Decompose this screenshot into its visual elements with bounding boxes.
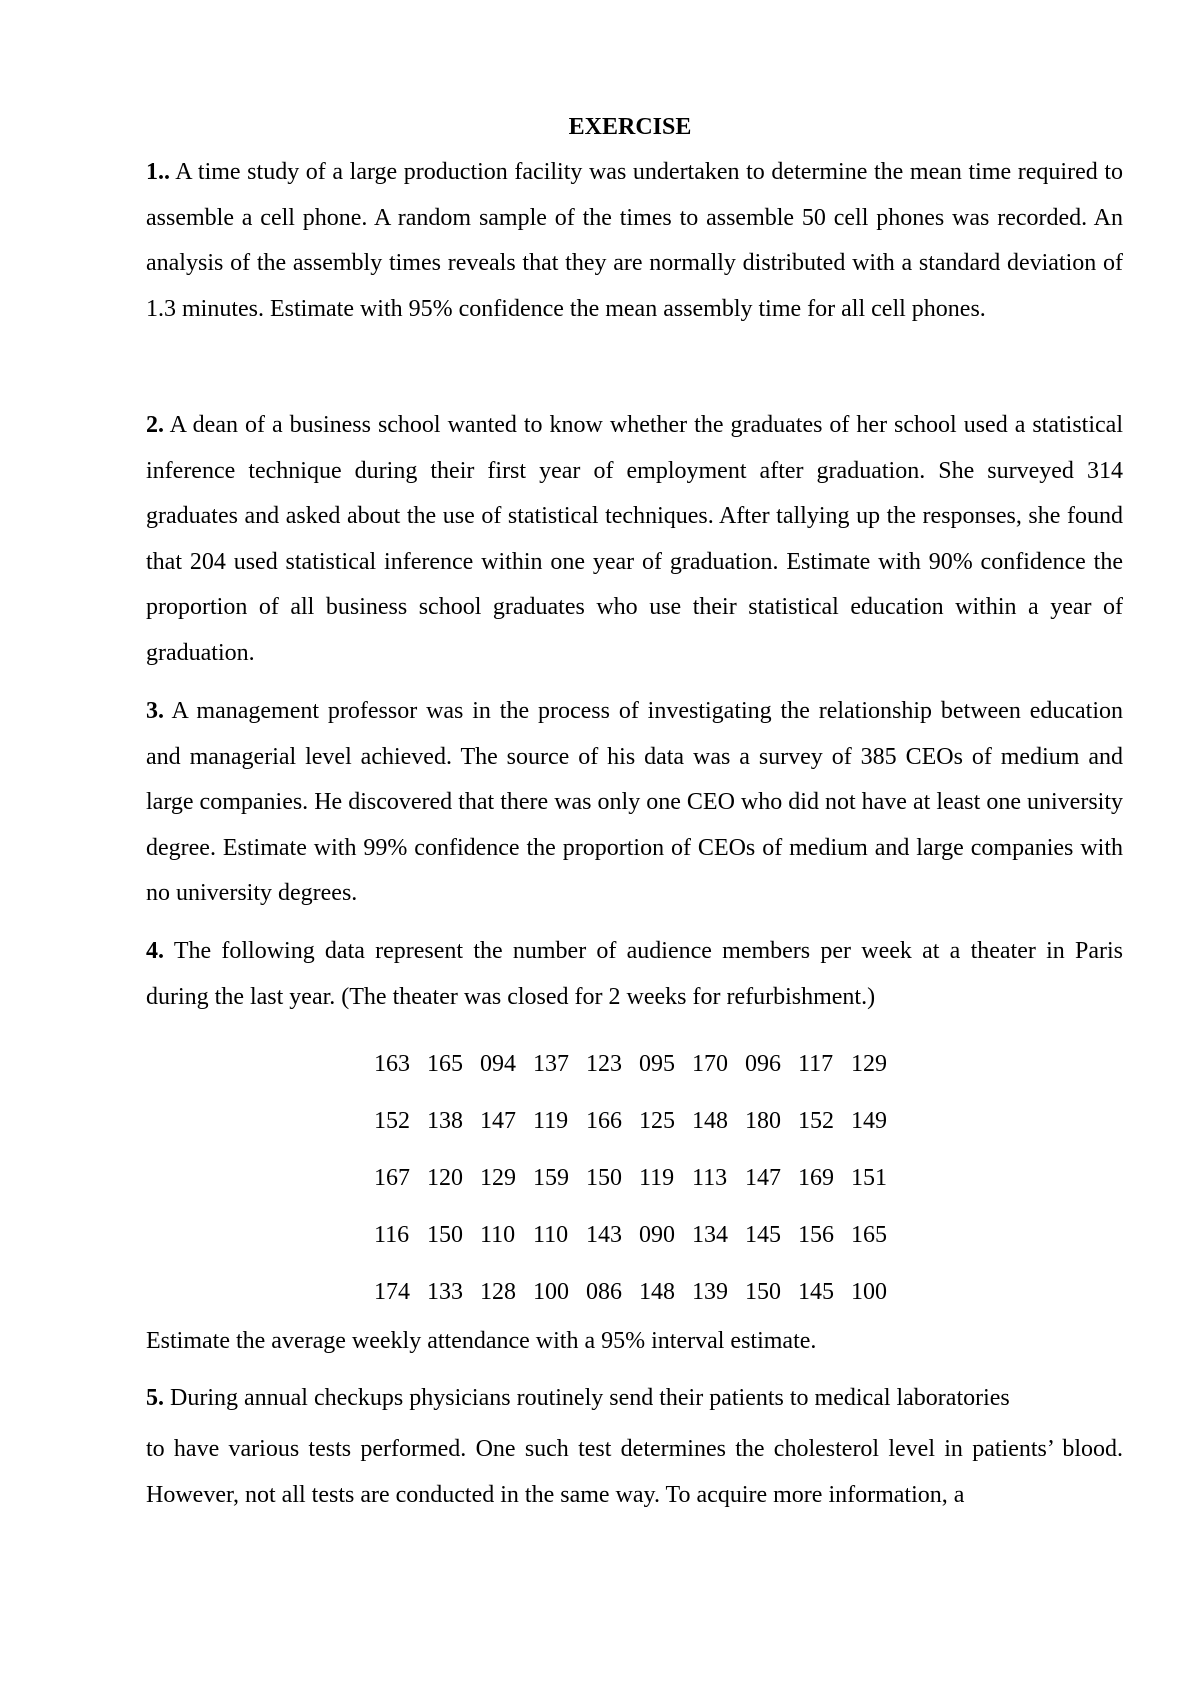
table-cell: 133	[427, 1278, 463, 1305]
table-cell: 100	[851, 1278, 887, 1305]
table-cell: 113	[692, 1164, 728, 1191]
table-cell: 148	[692, 1107, 728, 1134]
table-cell: 117	[798, 1050, 834, 1077]
problem-number: 3.	[146, 698, 164, 724]
attendance-data-table	[374, 1035, 891, 1320]
table-cell: 145	[745, 1221, 781, 1248]
table-cell: 139	[692, 1278, 728, 1305]
table-cell: 149	[851, 1107, 887, 1134]
problem-text: A time study of a large production facility was undertaken to determine the mean time required to assemble a cell phone. A random sample of the times to assemble 50 cell phones was recorded. An analysis of the assembly times reveals that they are normally distributed with a standard deviation of 1.3 minutes. Estimate with 95% confidence the mean assembly time for all cell phones.	[146, 159, 1123, 322]
table-cell: 110	[533, 1221, 569, 1248]
table-cell: 145	[798, 1278, 834, 1305]
table-cell: 094	[480, 1050, 516, 1077]
table-cell: 180	[745, 1107, 781, 1134]
table-cell: 166	[586, 1107, 622, 1134]
table-row	[374, 1092, 891, 1149]
table-cell: 143	[586, 1221, 622, 1248]
table-cell: 129	[851, 1050, 887, 1077]
problem-text: A management professor was in the process of investigating the relationship between education and managerial level achieved. The source of his data was a survey of 385 CEOs of medium and large companies. He discovered that there was only one CEO who did not have at least one university degree. Estimate with 99% confidence the proportion of CEOs of medium and large companies with no university degrees.	[146, 698, 1123, 906]
problem-4	[146, 929, 1123, 1020]
problem-3	[146, 689, 1123, 917]
table-cell: 116	[374, 1221, 410, 1248]
table-cell: 147	[745, 1164, 781, 1191]
table-cell: 151	[851, 1164, 887, 1191]
table-cell: 152	[374, 1107, 410, 1134]
table-cell: 156	[798, 1221, 834, 1248]
table-cell: 110	[480, 1221, 516, 1248]
table-cell: 148	[639, 1278, 675, 1305]
table-row	[374, 1149, 891, 1206]
table-cell: 123	[586, 1050, 622, 1077]
table-cell: 152	[798, 1107, 834, 1134]
problem-2	[146, 403, 1123, 676]
problem-5: to have various tests performed. One such test determines the cholesterol level in patients’ blood. However, not all tests are conducted in the same way. To acquire more information, a	[146, 1436, 1123, 1508]
table-cell: 134	[692, 1221, 728, 1248]
problem-number: 5.	[146, 1385, 164, 1411]
problem-1	[146, 150, 1123, 332]
table-cell: 100	[533, 1278, 569, 1305]
problem-number: 2.	[146, 412, 164, 438]
problem-text: The following data represent the number of audience members per week at a theater in Paris during the last year. (The theater was closed for 2 weeks for refurbishment.)	[146, 938, 1123, 1010]
table-cell: 096	[745, 1050, 781, 1077]
table-row	[374, 1263, 891, 1320]
table-cell: 119	[533, 1107, 569, 1134]
problem-text: A dean of a business school wanted to know whether the graduates of her school used a statistical inference technique during their first year of employment after graduation. She surveyed 314 graduates and asked about the use of statistical techniques. After tallying up the responses, she found that 204 used statistical inference within one year of graduation. Estimate with 90% confidence the proportion of all business school graduates who use their statistical education within a year of graduation.	[146, 412, 1123, 666]
table-row	[374, 1035, 891, 1092]
table-cell: 165	[851, 1221, 887, 1248]
problem-4-followup: Estimate the average weekly attendance with a 95% interval estimate.	[146, 1328, 817, 1354]
table-cell: 169	[798, 1164, 834, 1191]
table-cell: 129	[480, 1164, 516, 1191]
problem-5-first-line	[146, 1383, 1123, 1413]
table-cell: 170	[692, 1050, 728, 1077]
table-cell: 125	[639, 1107, 675, 1134]
problem-number: 4.	[146, 938, 164, 964]
page-title: EXERCISE	[568, 114, 692, 140]
table-cell: 167	[374, 1164, 410, 1191]
table-cell: 095	[639, 1050, 675, 1077]
table-cell: 128	[480, 1278, 516, 1305]
table-cell: 150	[427, 1221, 463, 1248]
table-cell: 174	[374, 1278, 410, 1305]
table-cell: 150	[586, 1164, 622, 1191]
table-cell: 150	[745, 1278, 781, 1305]
table-cell: 147	[480, 1107, 516, 1134]
table-cell: 163	[374, 1050, 410, 1077]
table-cell: 119	[639, 1164, 675, 1191]
table-row	[374, 1206, 891, 1263]
table-cell: 137	[533, 1050, 569, 1077]
table-cell: 120	[427, 1164, 463, 1191]
table-cell: 159	[533, 1164, 569, 1191]
table-cell: 165	[427, 1050, 463, 1077]
problem-number: 1..	[146, 159, 170, 185]
table-cell: 086	[586, 1278, 622, 1305]
table-cell: 090	[639, 1221, 675, 1248]
problem-text: During annual checkups physicians routinely send their patients to medical laboratories	[170, 1385, 1010, 1411]
table-cell: 138	[427, 1107, 463, 1134]
